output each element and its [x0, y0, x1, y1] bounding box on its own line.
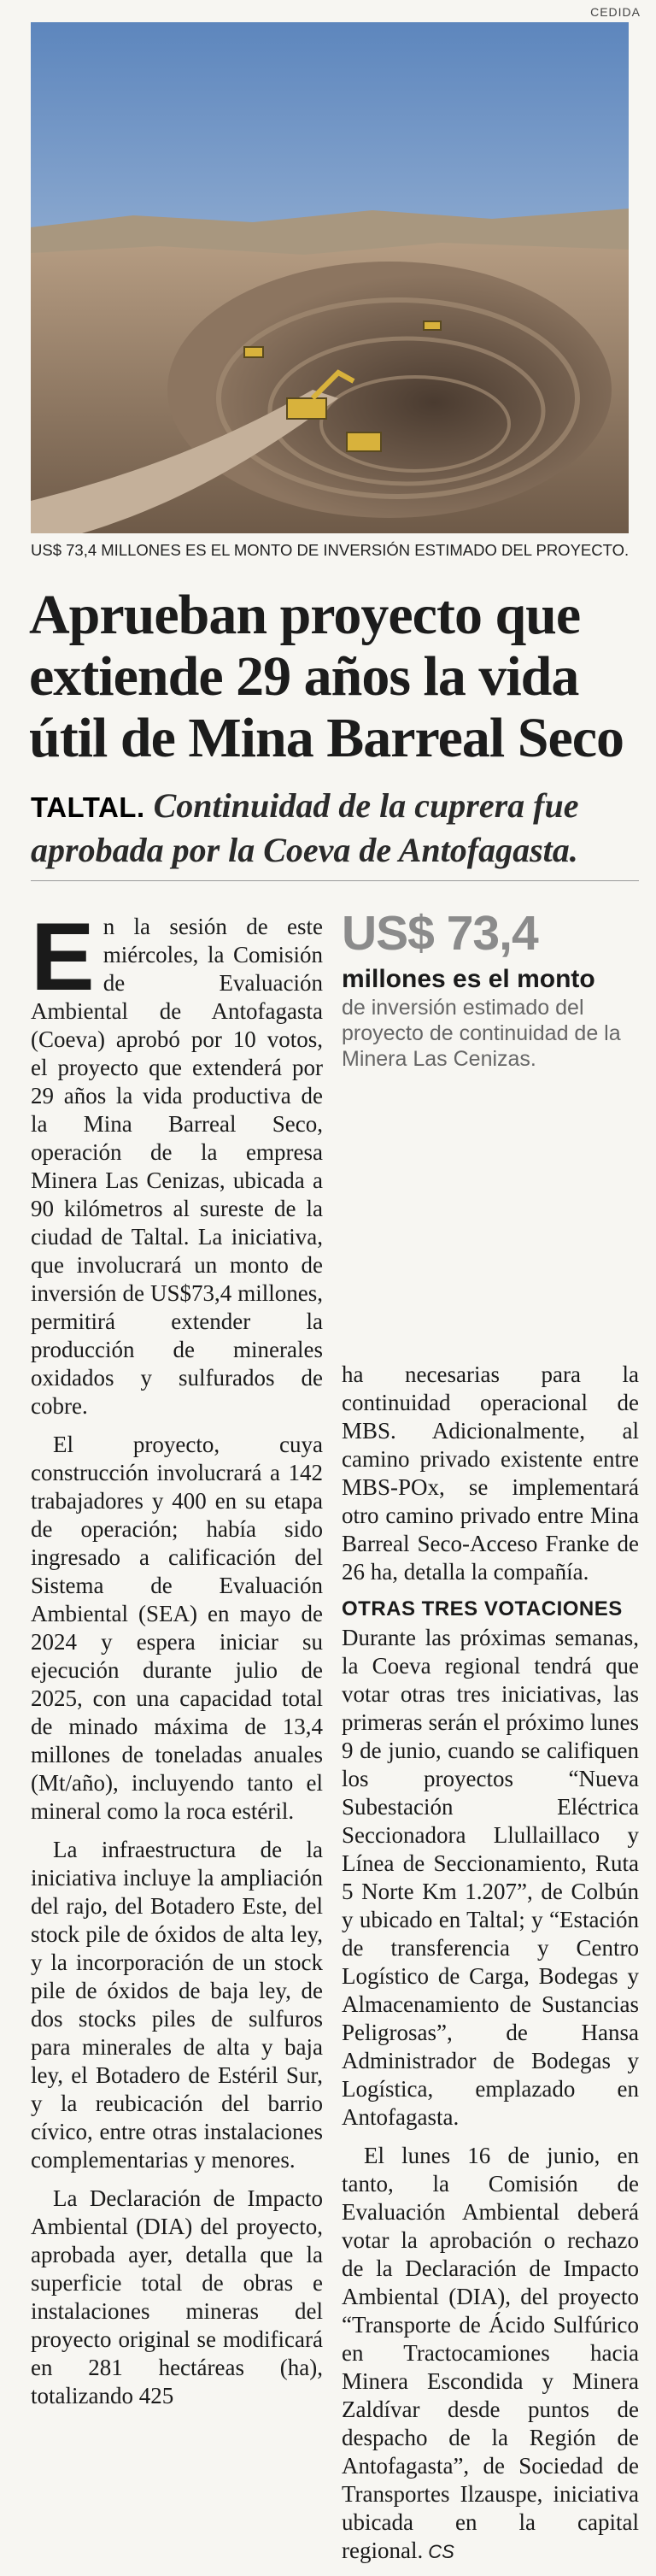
- paragraph-1-text: n la sesión de este miércoles, la Comisión de Evaluación Ambiental de Antofagasta (Coeva) aprobó por 10 votos, el proyecto que extenderá por 29 años la vida productiva de la Mina Barreal Seco, operación de la empresa Minera Las Cenizas, ubicada a 90 kilómetros al sureste de la ciudad de Taltal. La iniciativa, que involucrará un monto de inversión de US$73,4 millones, permitirá extender la producción de minerales oxidados y sulfurados de cobre.: [31, 914, 323, 1419]
- drop-cap: E: [31, 903, 95, 1010]
- stat-callout: [342, 906, 639, 1072]
- headline-line-3: útil de Mina Barreal Seco: [29, 707, 624, 769]
- paragraph-7-text: El lunes 16 de junio, en tanto, la Comisión de Evaluación Ambiental deberá votar la aprobación o rechazo de la Declaración de Impacto Ambiental (DIA), del proyecto “Transporte de Ácido Sulfúrico en Tractocamiones hacia Minera Escondida y Minera Zaldívar desde puntos de despacho de la Región de Antofagasta”, de Sociedad de Transportes Ilzauspe, iniciativa ubicada en la capital regional.: [342, 2143, 639, 2563]
- subhead: OTRAS TRES VOTACIONES: [342, 1597, 623, 1620]
- divider: [31, 880, 639, 881]
- paragraph-4: La Declaración de Impacto Ambiental (DIA) del proyecto, aprobada ayer, detalla que la superficie total de obras e instalaciones mineras del proyecto original se modificará en 281 hectáreas (ha), totalizando 425: [31, 2185, 323, 2408]
- headline: [29, 585, 644, 769]
- deck-text: Continuidad de la cuprera fue aprobada por la Coeva de Antofagasta.: [31, 786, 579, 869]
- paragraph-2: El proyecto, cuya construcción involucrará a 142 trabajadores y 400 en su etapa de operación; había sido ingresado a calificación del Sistema de Evaluación Ambiental (SEA) en mayo de 2024 y espera iniciar su ejecución durante julio de 2025, con una capacidad total de minado máxima de 13,4 millones de toneladas anuales (Mt/año), incluyendo tanto el mineral como la roca estéril.: [31, 1432, 323, 1824]
- paragraph-1: [31, 903, 323, 1420]
- paragraph-7: [342, 2142, 639, 2566]
- column-left: [31, 903, 323, 2420]
- callout-description: de inversión estimado del proyecto de continuidad de la Minera Las Cenizas.: [342, 996, 621, 1071]
- photo-credit: CEDIDA: [590, 5, 641, 19]
- paragraph-6: Durante las próximas semanas, la Coeva regional tendrá que votar otras tres iniciativas, las primeras serán el próximo lunes 9 de junio, cuando se califiquen los proyectos “Nueva Subestación Eléctrica Seccionadora Llullaillaco y Línea de Seccionamiento, Ruta 5 Norte Km 1.207”, de Colbún y ubicado en Taltal; y “Estación de transferencia y Centro Logístico de Carga, Bodegas y Almacenamiento de Sustancias Peligrosas”, de Hansa Administrador de Bodegas y Logística, emplazado en Antofagasta.: [342, 1625, 639, 2130]
- end-mark: CS: [428, 2541, 454, 2562]
- paragraph-3: La infraestructura de la iniciativa incluye la ampliación del rajo, del Botadero Este, del stock pile de óxidos de alta ley, y la incorporación de un stock pile de óxidos de baja ley, de dos stocks piles de sulfuros para minerales de alta y baja ley, el Botadero de Estéril Sur, y la reubicación del barrio cívico, entre otras instalaciones complementarias y menores.: [31, 1837, 323, 2173]
- callout-figure: US$ 73,4: [342, 906, 538, 961]
- column-right: [342, 1361, 639, 2576]
- lede: [31, 785, 646, 872]
- headline-line-2: extiende 29 años la vida: [29, 645, 579, 708]
- mine-photo: [31, 22, 629, 533]
- paragraph-5: ha necesarias para la continuidad operacional de MBS. Adicionalmente, al camino privado existente entre MBS-POx, se implementará otro camino privado entre Mina Barreal Seco-Acceso Franke de 26 ha, detalla la compañía.: [342, 1362, 639, 1585]
- callout-subtitle: millones es el monto: [342, 965, 595, 993]
- dateline-place: TALTAL.: [31, 791, 145, 823]
- headline-line-1: Aprueban proyecto que: [29, 584, 581, 646]
- photo-caption: US$ 73,4 MILLONES ES EL MONTO DE INVERSIÓN ESTIMADO DEL PROYECTO.: [31, 541, 630, 559]
